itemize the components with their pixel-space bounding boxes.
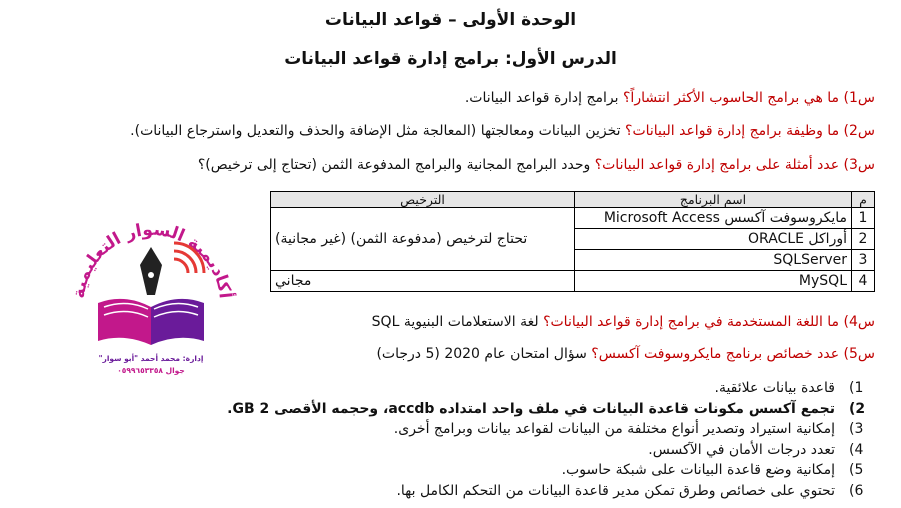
item-text: إمكانية استيراد وتصدير أنواع مختلفة من البيانات لقواعد بيانات وبرامج أخرى.	[393, 421, 835, 437]
features-list	[227, 378, 871, 501]
item-number: 6)	[849, 482, 864, 499]
question-2	[130, 123, 875, 139]
license-paid: تحتاج لترخيص (مدفوعة الثمن) (غير مجانية)	[271, 208, 575, 271]
item-number: 4)	[849, 441, 864, 458]
question-number: س3)	[843, 157, 875, 173]
item-text: تعدد درجات الأمان في الآكسس.	[648, 441, 835, 458]
row-num: 4	[852, 271, 875, 292]
list-item	[227, 399, 871, 420]
list-item	[227, 440, 871, 461]
table-header-row	[271, 192, 875, 208]
question-number: س4)	[843, 314, 875, 330]
question-3	[198, 157, 875, 173]
row-num: 3	[852, 250, 875, 271]
table-row	[271, 271, 875, 292]
item-number: 5)	[849, 462, 864, 478]
row-num: 2	[852, 229, 875, 250]
logo-graphic	[62, 195, 240, 380]
question-text: ما اللغة المستخدمة في برامج إدارة قواعد البيانات؟	[543, 314, 840, 330]
question-1	[465, 90, 875, 106]
list-item	[227, 419, 871, 440]
item-text: تحتوي على خصائص وطرق تمكن مدير قاعدة البيانات من التحكم الكامل بها.	[396, 482, 835, 499]
row-program: SQLServer	[575, 250, 852, 271]
header-license: الترخيص	[271, 192, 575, 208]
item-text: قاعدة بيانات علائقية.	[714, 380, 835, 396]
row-program: MySQL	[575, 271, 852, 292]
row-program: أوراكل ORACLE	[575, 229, 852, 250]
question-number: س1)	[843, 90, 875, 106]
header-num: م	[852, 192, 875, 208]
question-5	[376, 346, 875, 362]
programs-table	[270, 191, 875, 292]
logo-manager: إدارة: محمد أحمد "أبو سوار"	[98, 354, 204, 363]
answer-text: سؤال امتحان عام 2020 (5 درجات)	[376, 346, 587, 362]
row-program: مايكروسوفت آكسس Microsoft Access	[575, 208, 852, 229]
list-item	[227, 481, 871, 502]
answer-text: تخزين البيانات ومعالجتها (المعالجة مثل الإضافة والحذف والتعديل واسترجاع البيانات).	[130, 123, 621, 139]
header-program: اسم البرنامج	[575, 192, 852, 208]
lesson-title: الدرس الأول: برامج إدارة قواعد البيانات	[284, 49, 617, 69]
item-text: إمكانية وضع قاعدة البيانات على شبكة حاسوب.	[561, 462, 835, 478]
unit-title: الوحدة الأولى – قواعد البيانات	[324, 10, 577, 30]
answer-text: برامج إدارة قواعد البيانات.	[464, 90, 619, 106]
item-number: 2)	[849, 400, 866, 417]
academy-logo	[62, 195, 240, 380]
answer-text: وحدد البرامج المجانية والبرامج المدفوعة الثمن (تحتاج إلى ترخيص)؟	[197, 157, 591, 173]
list-item	[227, 378, 871, 399]
item-number: 3)	[849, 421, 864, 437]
answer-text: لغة الاستعلامات البنيوية SQL	[371, 314, 539, 330]
row-num: 1	[852, 208, 875, 229]
question-text: عدد خصائص برنامج مايكروسوفت آكسس؟	[591, 346, 840, 362]
table-row	[271, 208, 875, 229]
question-number: س5)	[843, 346, 875, 362]
license-free: مجاني	[271, 271, 575, 292]
item-text: تجمع آكسس مكونات قاعدة البيانات في ملف واحد امتداده accdb، وحجمه الأقصى 2 GB.	[227, 400, 835, 417]
item-number: 1)	[849, 380, 864, 396]
logo-arc-text: أكاديمية السوار التعليمية	[69, 219, 235, 300]
question-4	[372, 314, 875, 330]
logo-phone: جوال ٠٥٩٩٦٥٣٣٥٨	[117, 366, 185, 375]
question-text: ما وظيفة برامج إدارة قواعد البيانات؟	[625, 123, 840, 139]
question-number: س2)	[843, 123, 875, 139]
question-text: عدد أمثلة على برامج إدارة قواعد البيانات؟	[594, 157, 840, 173]
list-item	[227, 460, 871, 481]
question-text: ما هي برامج الحاسوب الأكثر انتشاراً؟	[623, 90, 840, 106]
